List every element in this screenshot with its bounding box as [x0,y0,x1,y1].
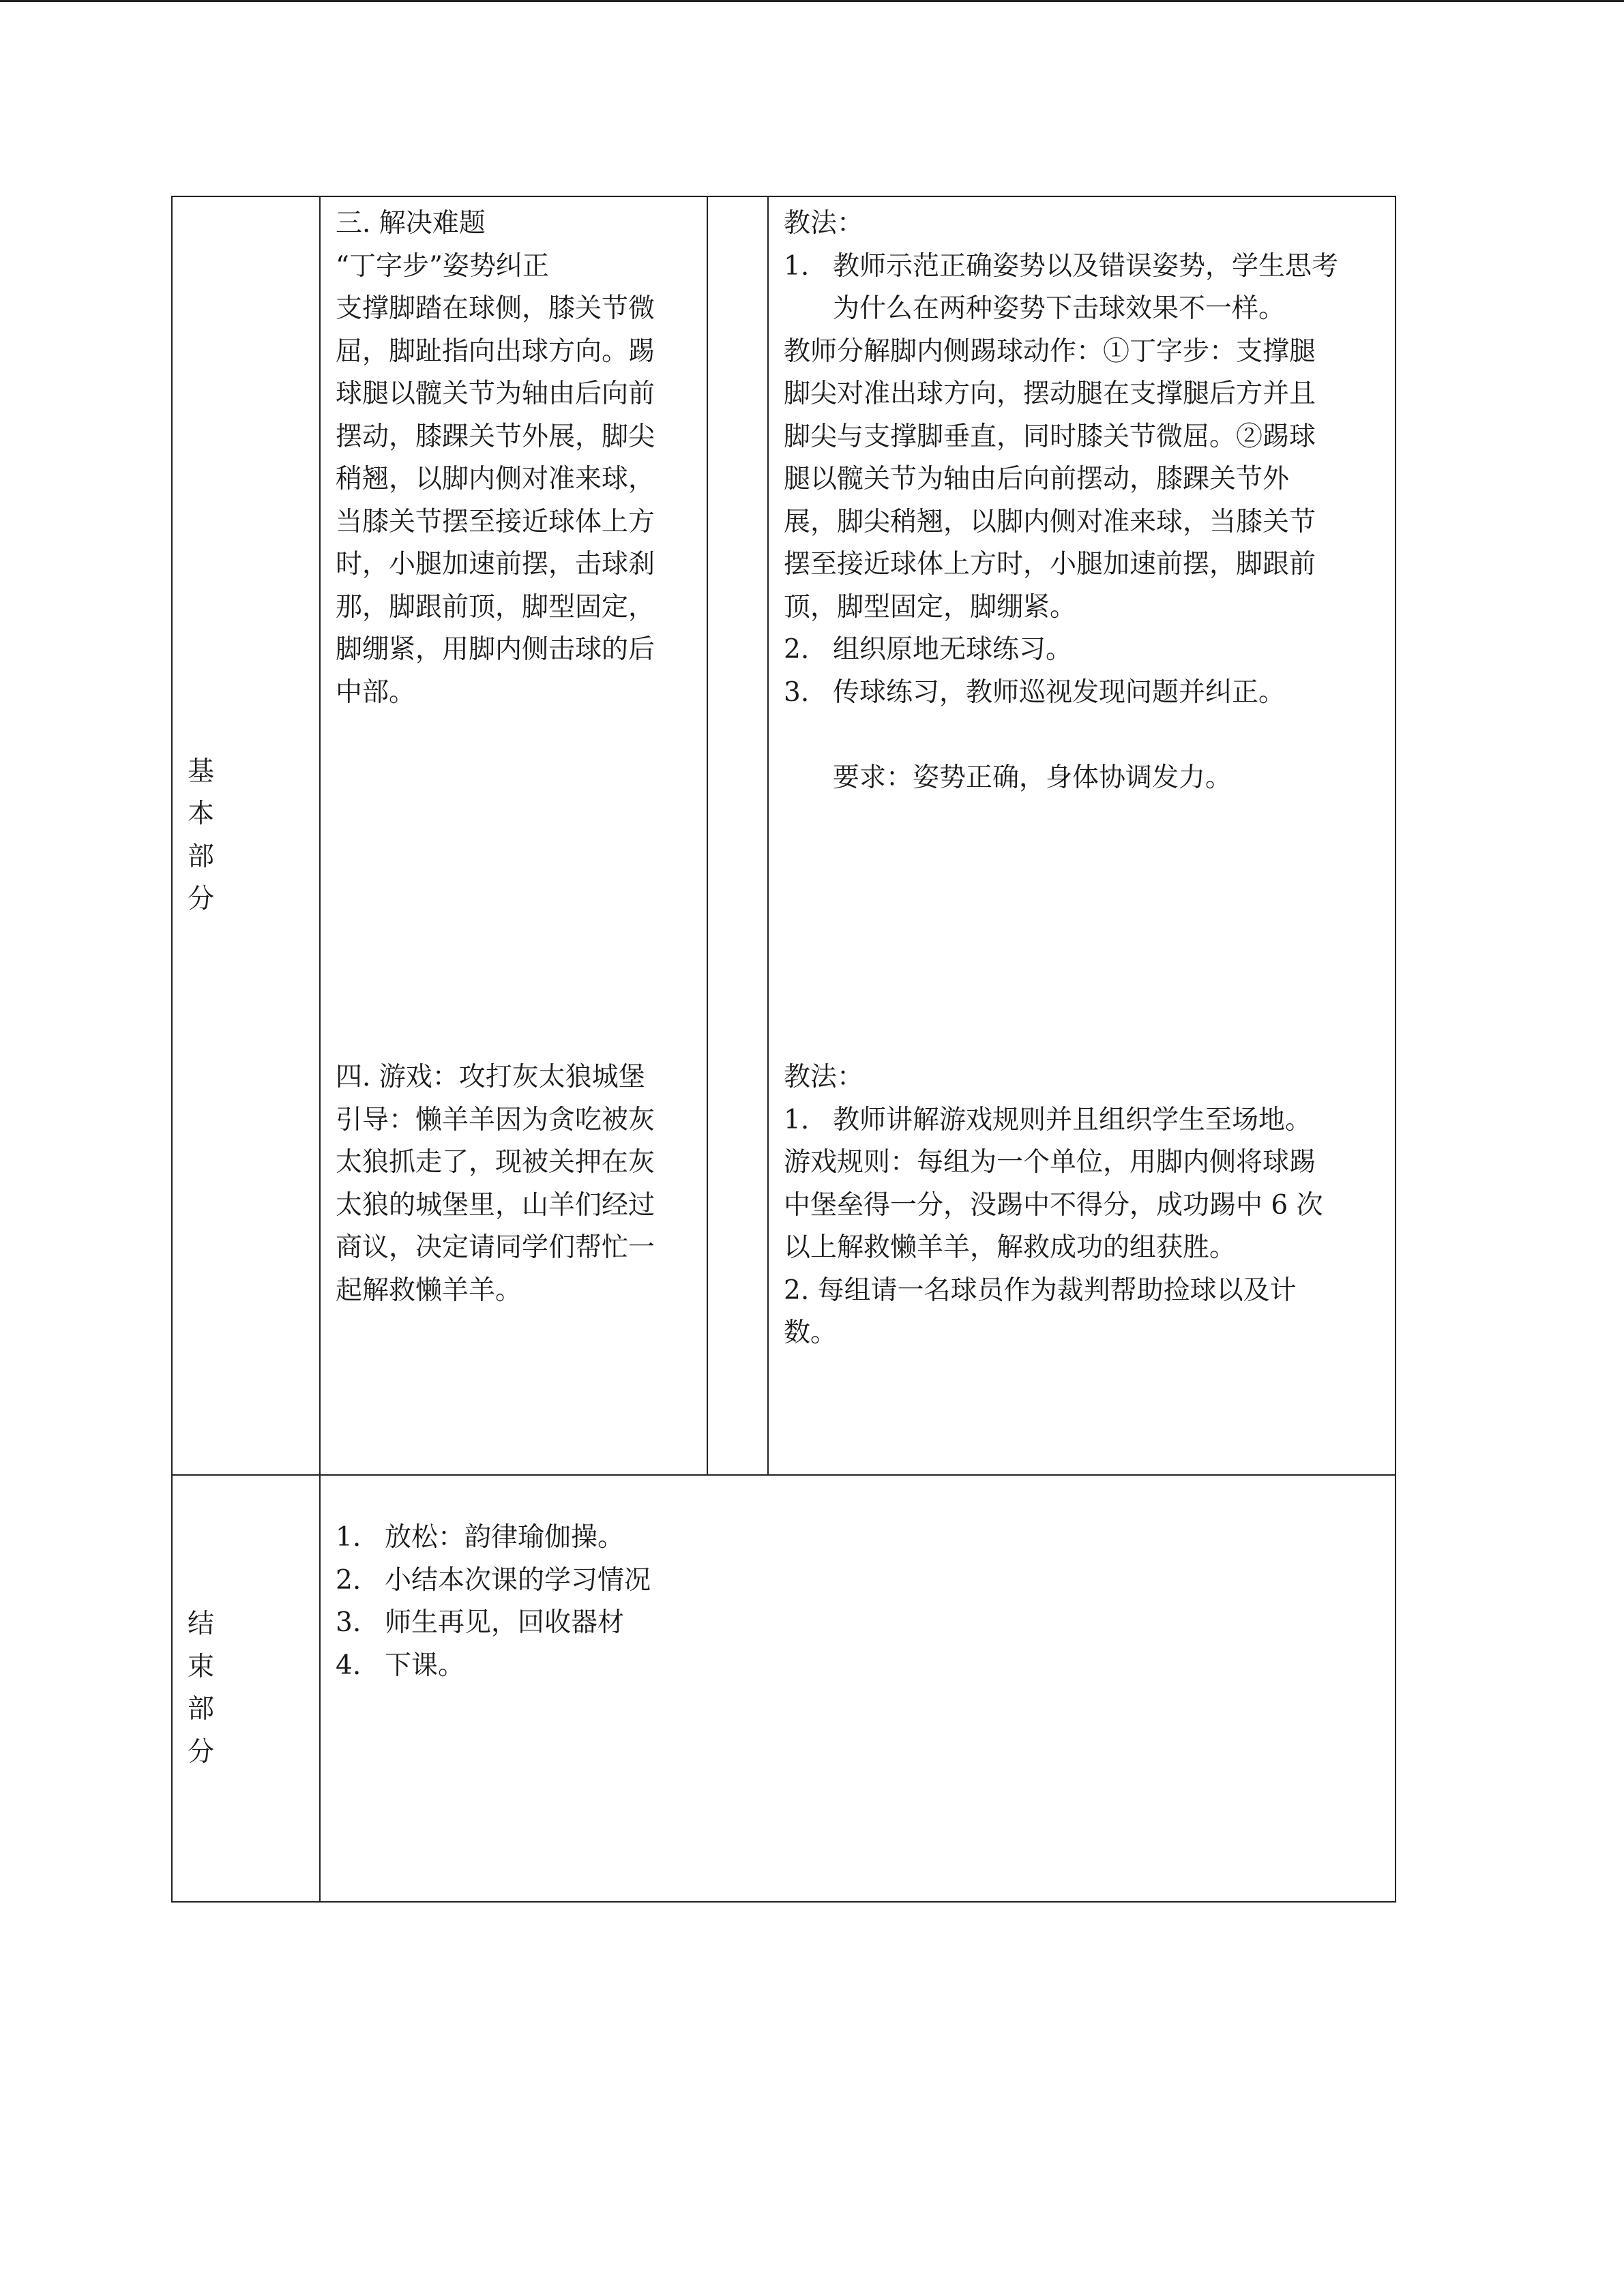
problem-line: 球腿以髋关节为轴由后向前 [336,378,655,409]
basic-section-row [172,196,1396,1475]
basic-content-cell [320,196,707,1475]
item-number: 2. [336,1564,361,1596]
game-line: 起解救懒羊羊。 [336,1274,522,1306]
problem-line: 脚绷紧，用脚内侧击球的后 [336,634,655,665]
blank-line [784,714,1380,757]
method-item [784,1099,1380,1142]
game-line: 引导：懒羊羊因为贪吃被灰 [336,1104,655,1135]
ending-section-row [172,1475,1396,1902]
problem-line: 摆动，膝踝关节外展，脚尖 [336,421,655,452]
item-number: 4. [336,1650,361,1681]
game-block [336,1056,692,1312]
problem-line: 屈，脚趾指向出球方向。踢 [336,336,655,367]
method-item-continued: 为什么在两种姿势下击球效果不一样。 [833,293,1286,324]
problem-line: 中部。 [336,676,416,708]
problem-block [336,203,692,714]
ending-section-label [173,1603,319,1774]
item-number: 1. [784,1104,810,1135]
breakdown-line: 展，脚尖稍翘，以脚内侧对准来球，当膝关节 [784,506,1316,537]
problem-subtitle: “丁字步”姿势纠正 [336,250,549,282]
item-text: 组织原地无球练习。 [833,634,1073,665]
basic-method-cell [768,196,1396,1475]
item-number: 3. [336,1607,361,1638]
ending-section-label-cell [172,1475,320,1902]
lesson-plan-table [171,196,1396,1903]
problem-line: 当膝关节摆至接近球体上方 [336,506,655,537]
method-item [784,245,1380,288]
breakdown-line: 教师分解脚内侧踢球动作：①丁字步：支撑腿 [784,336,1316,367]
problem-line: 支撑脚踏在球侧，膝关节微 [336,293,655,324]
ending-list [321,1476,1395,1687]
label-char: 基 [188,756,215,787]
basic-section-label [173,751,319,921]
problem-line: 稍翘，以脚内侧对准来球， [336,464,655,494]
block-spacer [784,799,1380,1056]
list-item [336,1645,1395,1688]
method-item: 2. 每组请一名球员作为裁判帮助捡球以及计 [784,1274,1297,1306]
rule-line: 以上解救懒羊羊，解救成功的组获胜。 [784,1232,1237,1263]
ending-content-cell [320,1475,1396,1902]
method-heading: 教法： [784,208,864,239]
item-number: 2. [784,634,810,665]
game-method-block [784,1056,1380,1355]
problem-line: 时，小腿加速前摆，击球刹 [336,549,655,580]
item-text: 小结本次课的学习情况 [385,1564,651,1596]
list-item [336,1560,1395,1602]
game-line: 太狼抓走了，现被关押在灰 [336,1147,655,1178]
game-title: 四. 游戏：攻打灰太狼城堡 [336,1062,645,1092]
item-text: 放松：韵律瑜伽操。 [385,1522,625,1553]
item-number: 3. [784,676,810,708]
breakdown-line: 腿以髋关节为轴由后向前摆动，膝踝关节外 [784,464,1290,494]
method-item-continued: 数。 [784,1317,838,1348]
breakdown-line: 脚尖对准出球方向，摆动腿在支撑腿后方并且 [784,378,1316,409]
label-char: 本 [188,799,215,829]
method-heading: 教法： [784,1062,864,1092]
problem-method-block [784,203,1380,799]
breakdown-line: 顶，脚型固定，脚绷紧。 [784,591,1077,623]
item-number: 1. [336,1522,361,1553]
rule-line: 游戏规则：每组为一个单位，用脚内侧将球踢 [784,1147,1316,1178]
game-line: 商议，决定请同学们帮忙一 [336,1232,655,1263]
label-char: 束 [188,1651,215,1682]
list-item [336,1602,1395,1645]
item-text: 下课。 [385,1650,465,1681]
empty-narrow-cell [707,196,768,1475]
label-char: 部 [188,1694,215,1725]
item-text: 教师讲解游戏规则并且组织学生至场地。 [833,1104,1312,1135]
item-text: 教师示范正确姿势以及错误姿势，学生思考 [833,250,1339,282]
basic-section-label-cell [172,196,320,1475]
item-text: 师生再见，回收器材 [385,1607,625,1638]
requirement-text: 要求：姿势正确，身体协调发力。 [833,762,1232,793]
label-char: 分 [188,884,215,914]
item-number: 1. [784,250,810,282]
breakdown-line: 摆至接近球体上方时，小腿加速前摆，脚跟前 [784,549,1316,580]
list-item [336,1517,1395,1560]
block-spacer [336,714,692,1056]
game-line: 太狼的城堡里，山羊们经过 [336,1189,655,1221]
item-text: 传球练习，教师巡视发现问题并纠正。 [833,676,1286,708]
rule-line: 中堡垒得一分，没踢中不得分，成功踢中 6 次 [784,1189,1323,1221]
breakdown-line: 脚尖与支撑脚垂直，同时膝关节微屈。②踢球 [784,421,1316,452]
method-item [784,629,1380,672]
label-char: 部 [188,841,215,872]
label-char: 结 [188,1609,215,1639]
label-char: 分 [188,1736,215,1768]
problem-line: 那，脚跟前顶，脚型固定， [336,591,655,623]
method-item [784,672,1380,715]
problem-title: 三. 解决难题 [336,208,486,239]
